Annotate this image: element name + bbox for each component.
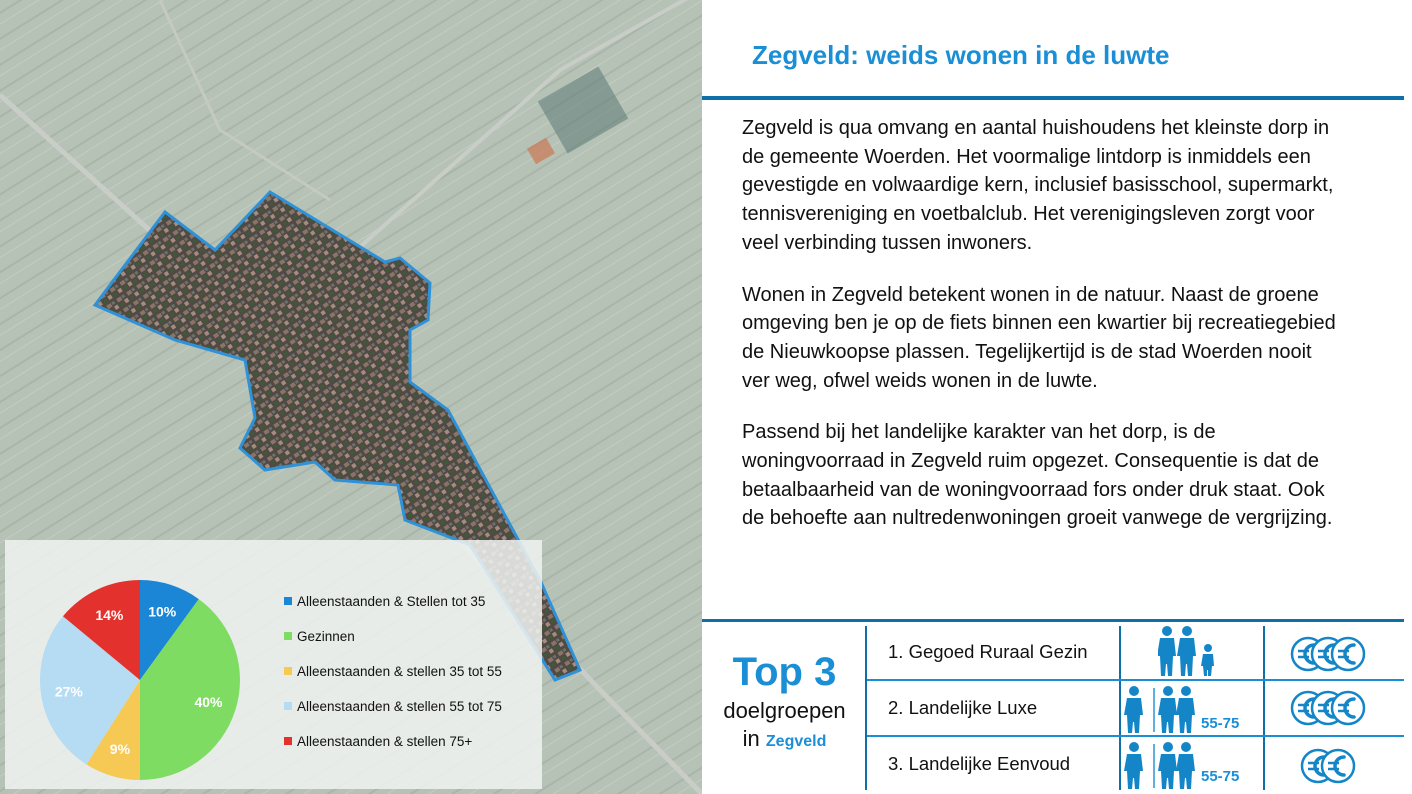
table-row-line	[867, 679, 1404, 681]
single-and-couple-icon	[1123, 742, 1203, 790]
family-icon	[1158, 626, 1228, 678]
target-group-1-label: 1. Gegoed Ruraal Gezin	[888, 641, 1088, 662]
age-range-badge: 55-75	[1201, 715, 1240, 732]
legend-item	[284, 734, 472, 750]
table-column-line	[1263, 626, 1265, 790]
top3-place-prefix: in	[742, 726, 766, 751]
legend-item	[284, 699, 502, 715]
legend-label: Alleenstaanden & stellen 35 tot 55	[297, 664, 502, 679]
single-and-couple-icon	[1123, 686, 1203, 734]
pie-chart-graphic	[5, 540, 285, 789]
top3-label	[702, 650, 867, 752]
table-column-line	[1119, 626, 1121, 790]
table-column-line	[865, 626, 867, 790]
legend-swatch	[284, 667, 292, 675]
page-title: Zegveld: weids wonen in de luwte	[752, 40, 1170, 70]
age-range-badge: 55-75	[1201, 768, 1240, 785]
legend-item	[284, 594, 485, 610]
legend-label: Alleenstaanden & stellen 55 tot 75	[297, 699, 502, 714]
legend-label: Alleenstaanden & Stellen tot 35	[297, 594, 486, 609]
legend-label: Gezinnen	[297, 629, 355, 644]
pie-slice-label: 14%	[95, 606, 124, 623]
pie-slice-label: 9%	[109, 741, 131, 758]
top3-place-line	[742, 726, 827, 751]
top3-heading: Top 3	[732, 650, 837, 694]
household-pie-chart	[5, 540, 542, 789]
euro-income-icon	[1300, 746, 1370, 786]
table-divider	[702, 619, 1404, 622]
euro-income-icon	[1290, 688, 1380, 728]
legend-item	[284, 629, 355, 645]
title-divider	[702, 96, 1404, 100]
pie-slice-label: 27%	[54, 683, 83, 700]
legend-item	[284, 664, 502, 680]
legend-swatch	[284, 632, 292, 640]
paragraph-2: Wonen in Zegveld betekent wonen in de natuur. Naast de groene omgeving ben je op de fiets binnen een kwartier bij recreatiegebied de Nieuwkoopse plassen. Tegelijkertijd is de stad Woerden nooit ver weg, ofwel weids wonen in de luwte.	[742, 283, 1336, 392]
paragraph-1: Zegveld is qua omvang en aantal huishoudens het kleinste dorp in de gemeente Woerden. Het voormalige lintdorp is inmiddels een gevestigde en volwaardige kern, inclusief basisschool, supermarkt, tennisvereniging en voetbalclub. Het verenigingsleven zorgt voor veel verbinding tussen inwoners.	[742, 117, 1334, 254]
target-group-2-label: 2. Landelijke Luxe	[888, 697, 1038, 718]
target-group-3-label: 3. Landelijke Eenvoud	[888, 753, 1071, 774]
top3-subheading: doelgroepen	[723, 698, 846, 723]
pie-slice-label: 40%	[194, 694, 223, 711]
pie-slice-label: 10%	[148, 603, 177, 620]
legend-swatch	[284, 702, 292, 710]
paragraph-3: Passend bij het landelijke karakter van het dorp, is de woningvoorraad in Zegveld ruim opgezet. Consequentie is dat de betaalbaarheid van de woningvoorraad fors onder druk staat. Ook de behoefte aan nultredenwoningen groeit vanwege de vergrijzing.	[742, 421, 1333, 530]
legend-swatch	[284, 737, 292, 745]
top3-place: Zegveld	[765, 733, 827, 750]
body-text	[742, 114, 1342, 556]
euro-income-icon	[1290, 634, 1380, 674]
legend-swatch	[284, 597, 292, 605]
legend-label: Alleenstaanden & stellen 75+	[297, 734, 473, 749]
table-row-line	[867, 735, 1404, 737]
